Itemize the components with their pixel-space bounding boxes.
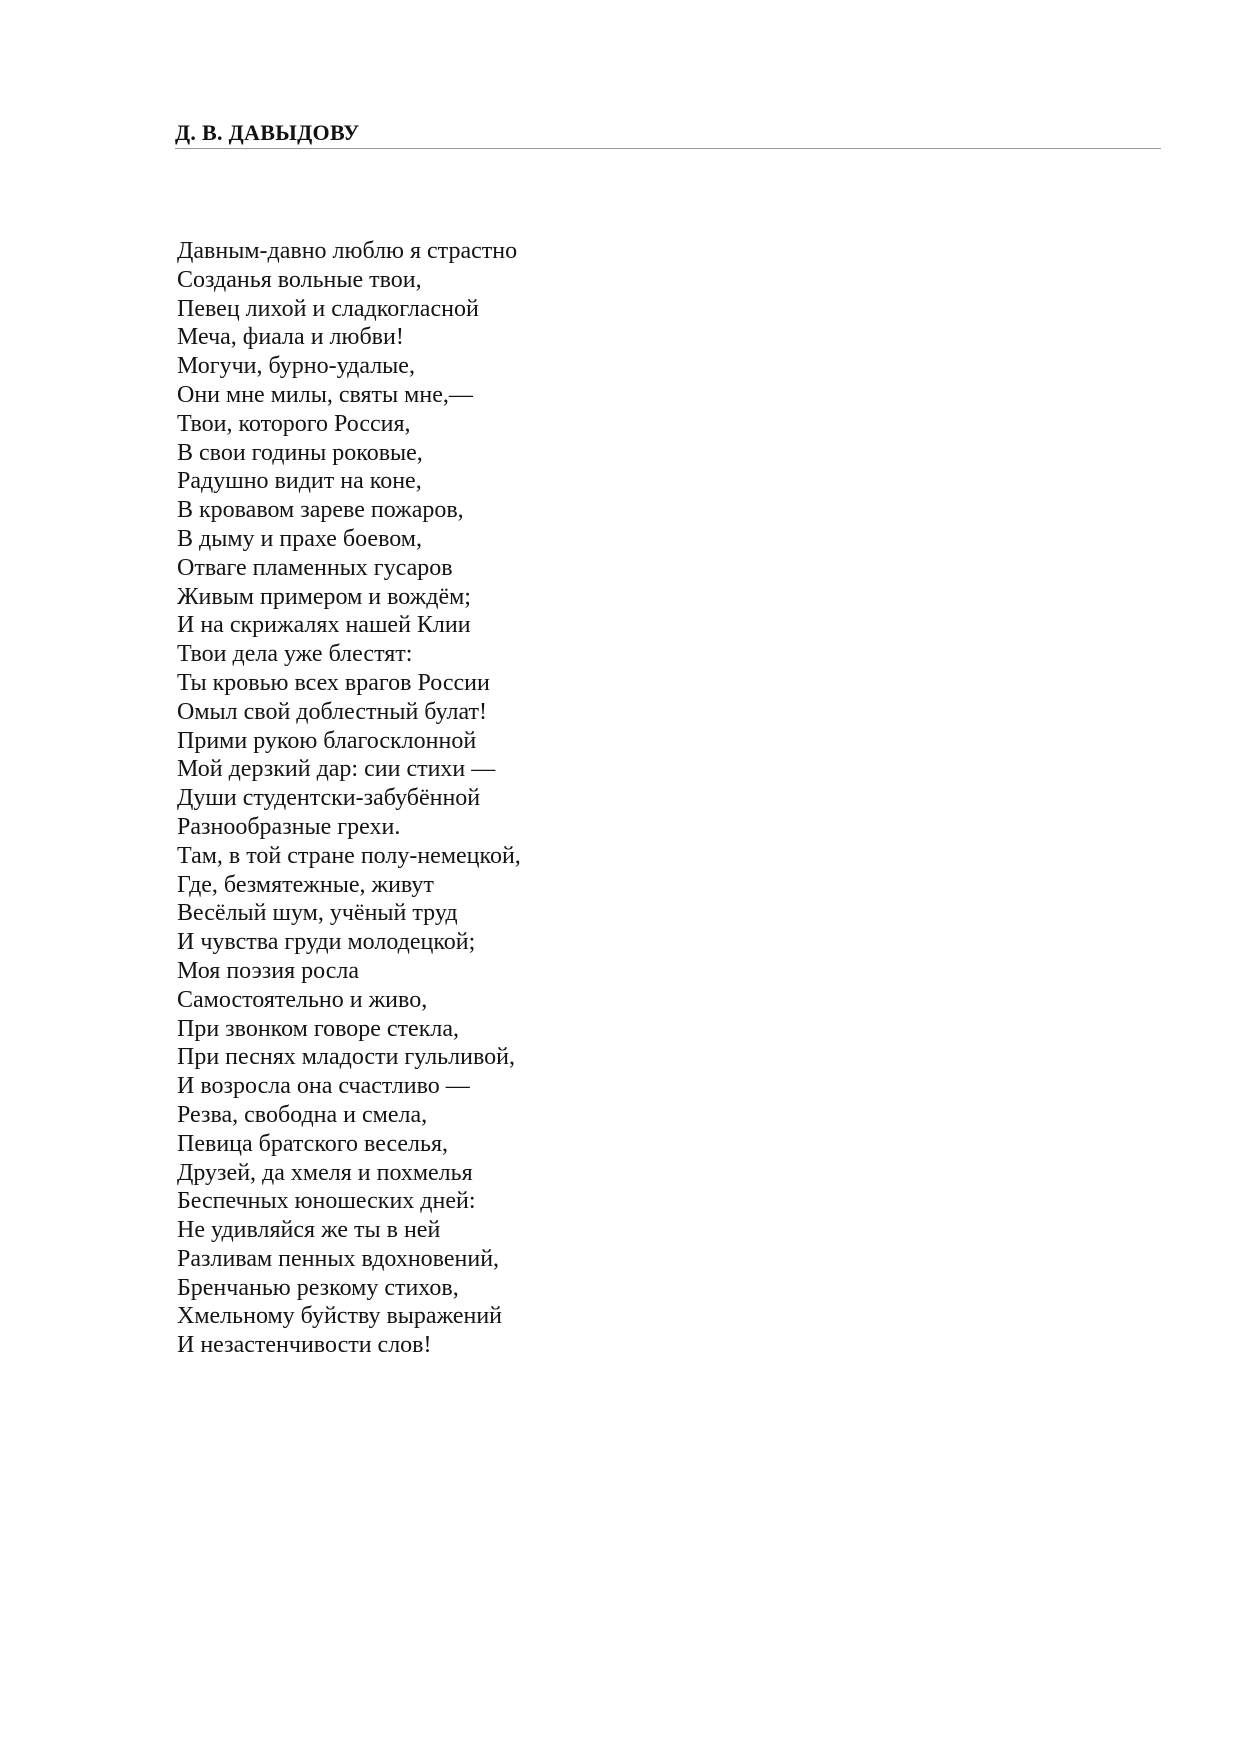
poem-line: Хмельному буйству выражений: [177, 1303, 503, 1330]
poem-line: В дыму и прахе боевом,: [177, 525, 422, 552]
poem-line: Не удивляйся же ты в ней: [177, 1217, 441, 1244]
poem-line: В кровавом зареве пожаров,: [177, 497, 464, 524]
poem-line: Твои, которого Россия,: [177, 410, 411, 437]
poem-line: Ты кровью всех врагов России: [177, 669, 490, 696]
poem-line: Могучи, бурно-удалые,: [177, 353, 415, 380]
poem-line: Души студентски-забубённой: [177, 785, 481, 812]
poem-line: Отваге пламенных гусаров: [177, 554, 453, 581]
poem-line: И незастенчивости слов!: [177, 1332, 432, 1359]
poem-line: Самостоятельно и живо,: [177, 986, 428, 1013]
poem-line: Бренчанью резкому стихов,: [177, 1274, 459, 1301]
poem-body: [177, 237, 521, 1360]
poem-line: И возросла она счастливо —: [177, 1073, 470, 1100]
poem-line: Твои дела уже блестят:: [177, 641, 413, 668]
poem-line: В свои годины роковые,: [177, 439, 423, 466]
poem-line: Беспечных юношеских дней:: [177, 1188, 476, 1215]
poem-line: Где, безмятежные, живут: [177, 871, 434, 898]
poem-line: Давным-давно люблю я страстно: [177, 238, 518, 264]
poem-line: Радушно видит на коне,: [177, 468, 422, 495]
poem-line: Мой дерзкий дар: сии стихи —: [177, 756, 496, 783]
poem-line: И чувства груди молодецкой;: [177, 929, 476, 956]
poem-line: Там, в той стране полу-немецкой,: [177, 842, 521, 869]
poem-line: Моя поэзия росла: [177, 957, 360, 984]
poem-line: Разливам пенных вдохновений,: [177, 1245, 500, 1272]
poem-line: Меча, фиала и любви!: [177, 324, 404, 351]
poem-line: Живым примером и вождём;: [177, 583, 471, 610]
poem-line: Они мне милы, святы мне,—: [177, 381, 473, 408]
poem-line: Резва, свободна и смела,: [177, 1101, 428, 1128]
poem-line: Весёлый шум, учёный труд: [177, 900, 458, 927]
poem-line: При песнях младости гульливой,: [177, 1044, 515, 1071]
poem-line: Омыл свой доблестный булат!: [177, 698, 488, 725]
poem-line: Разнообразные грехи.: [177, 813, 401, 840]
poem-line: Певица братского веселья,: [177, 1130, 449, 1157]
page-header: [175, 116, 1161, 149]
poem-line: Певец лихой и сладкогласной: [177, 295, 479, 322]
poem-line: Прими рукою благосклонной: [177, 727, 477, 754]
poem-line: Созданья вольные твои,: [177, 266, 422, 293]
poem-line: Друзей, да хмеля и похмелья: [177, 1159, 473, 1186]
poem-title: Д. В. ДАВЫДОВУ: [175, 120, 360, 145]
poem-line: И на скрижалях нашей Клии: [177, 612, 471, 639]
poem-line: При звонком говоре стекла,: [177, 1015, 459, 1042]
